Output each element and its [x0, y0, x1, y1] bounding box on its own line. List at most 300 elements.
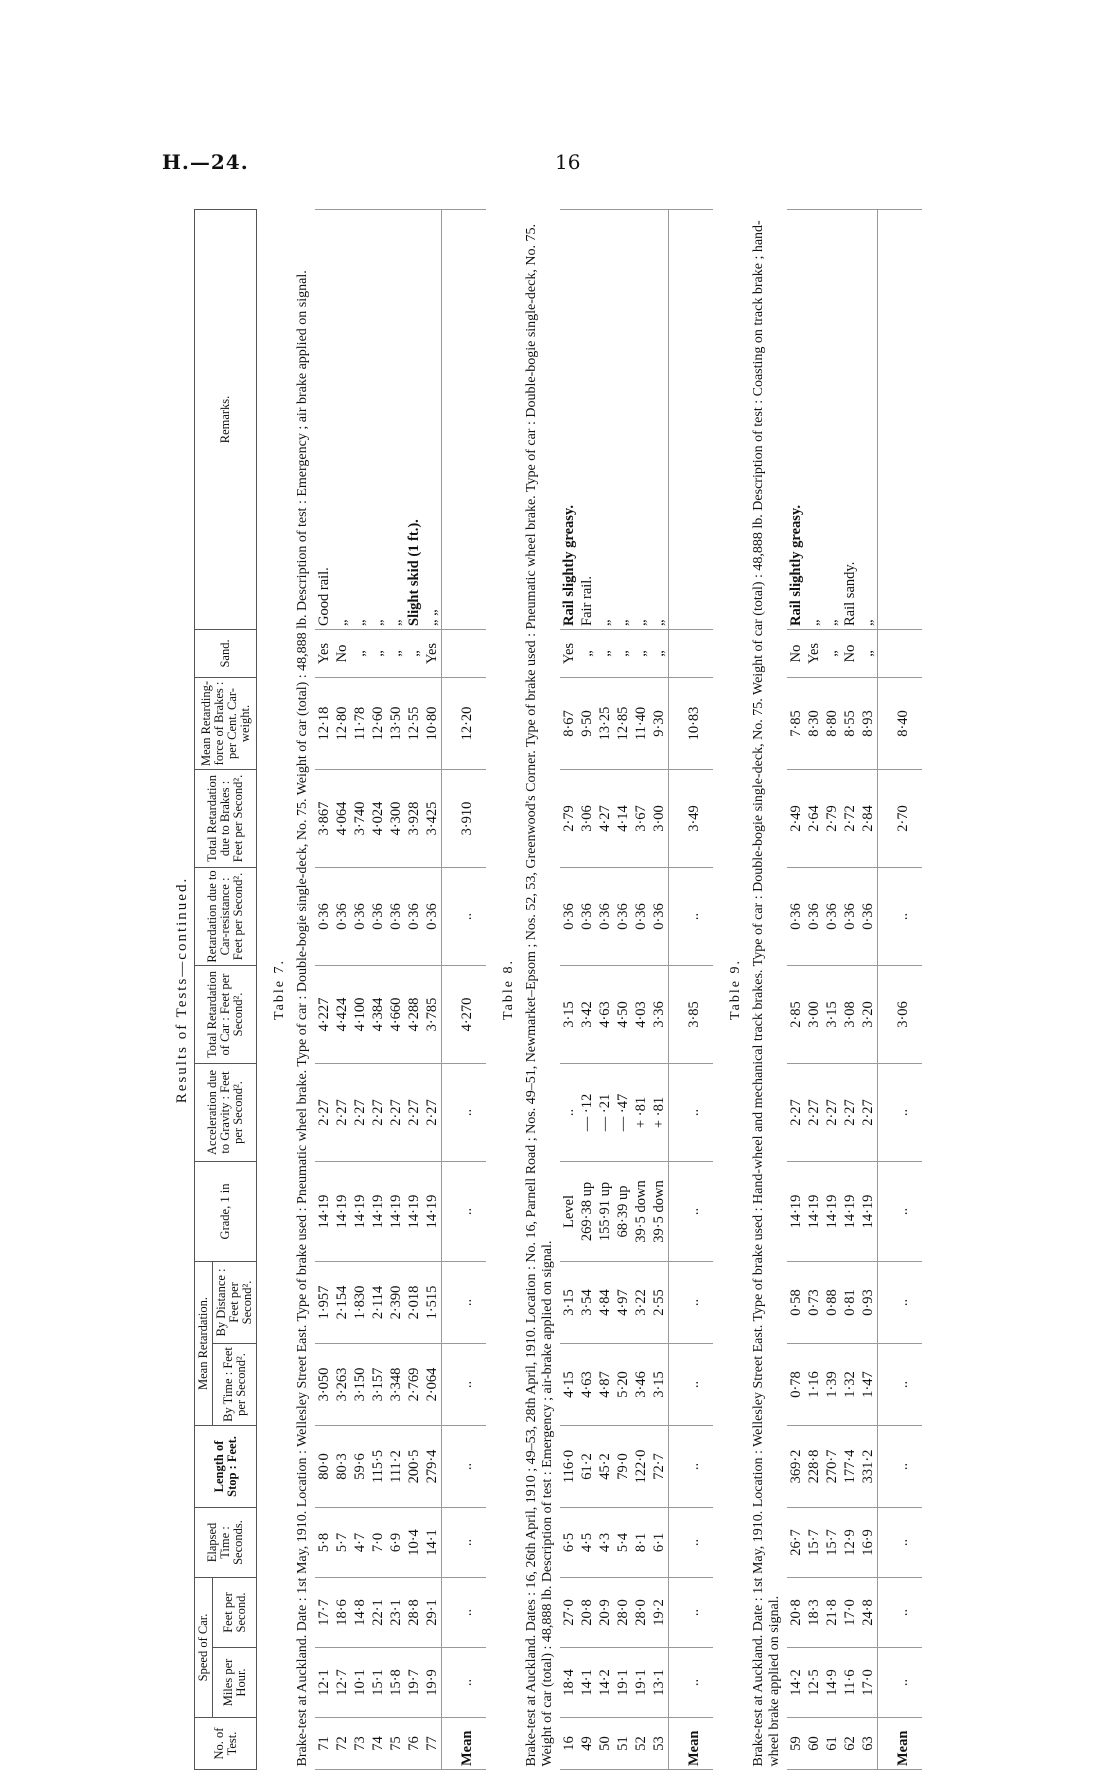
mean-cell: ..: [878, 1261, 923, 1343]
table-row: [405, 209, 423, 1769]
table-cell: 12·80: [333, 677, 351, 769]
table-cell: 2·27: [351, 1063, 369, 1161]
table-cell: „: [387, 629, 405, 677]
mean-cell: 12·20: [442, 677, 487, 769]
table-cell: 79·0: [614, 1425, 632, 1507]
table-description-row: [745, 209, 787, 1769]
table-cell: 3·157: [369, 1343, 387, 1425]
table-cell: 0·73: [805, 1261, 823, 1343]
table-cell: 14·8: [351, 1577, 369, 1647]
table-cell: — ·21: [596, 1063, 614, 1161]
table-cell: 13·50: [387, 677, 405, 769]
col-length-of-stop: Length of Stop : Feet.: [195, 1425, 257, 1507]
table-row: [578, 209, 596, 1769]
table-cell: No: [333, 629, 351, 677]
table-cell: 28·0: [614, 1577, 632, 1647]
table-cell: 4·064: [333, 769, 351, 867]
table-cell: 22·1: [369, 1577, 387, 1647]
table-cell: 0·88: [823, 1261, 841, 1343]
table-cell: 61·2: [578, 1425, 596, 1507]
table-cell: 11·40: [632, 677, 650, 769]
table-cell: 0·36: [632, 867, 650, 965]
mean-cell: ..: [669, 1343, 714, 1425]
document-code: H.—24.: [162, 150, 249, 174]
col-sand: Sand.: [195, 629, 257, 677]
mean-cell: [669, 629, 714, 677]
mean-cell: 3·49: [669, 769, 714, 867]
table-cell: 0·36: [333, 867, 351, 965]
mean-cell: ..: [669, 1063, 714, 1161]
table-cell: 14·2: [596, 1648, 614, 1718]
table-cell: 10·1: [351, 1648, 369, 1718]
table-cell: 14·1: [423, 1507, 442, 1577]
table-cell: 4·63: [596, 965, 614, 1063]
table-cell: 0·36: [351, 867, 369, 965]
table-row: [841, 209, 859, 1769]
table-cell: 4·100: [351, 965, 369, 1063]
table-cell: „ „: [423, 209, 442, 629]
mean-cell: ..: [669, 1648, 714, 1718]
table-cell: „: [369, 209, 387, 629]
table-cell: „: [805, 209, 823, 629]
table-cell: 16·9: [859, 1507, 878, 1577]
col-elapsed-time: Elapsed Time : Seconds.: [195, 1507, 257, 1577]
table-cell: 72: [333, 1718, 351, 1770]
table-cell: + ·81: [632, 1063, 650, 1161]
table-cell: 11·78: [351, 677, 369, 769]
table-cell: 14·9: [823, 1648, 841, 1718]
table-cell: „: [333, 209, 351, 629]
table-cell: Level: [560, 1161, 578, 1261]
table-cell: 20·9: [596, 1577, 614, 1647]
table-cell: 6·9: [387, 1507, 405, 1577]
table-cell: 0·36: [578, 867, 596, 965]
table-cell: 3·15: [560, 965, 578, 1063]
mean-cell: ..: [442, 1161, 487, 1261]
table-cell: 4·14: [614, 769, 632, 867]
table-title: Table 8.: [501, 959, 516, 1020]
table-cell: 7·85: [787, 677, 805, 769]
table-cell: Slight skid (1 ft.).: [405, 209, 423, 629]
table-cell: 1·957: [315, 1261, 333, 1343]
mean-cell: ..: [669, 1507, 714, 1577]
table-cell: 369·2: [787, 1425, 805, 1507]
table-cell: 14·19: [405, 1161, 423, 1261]
table-cell: Rail slightly greasy.: [787, 209, 805, 629]
table-cell: 4·424: [333, 965, 351, 1063]
table-description-row: [289, 209, 315, 1769]
table-cell: 12·7: [333, 1648, 351, 1718]
table-cell: 0·58: [787, 1261, 805, 1343]
table-cell: 20·8: [578, 1577, 596, 1647]
table-cell: 14·19: [315, 1161, 333, 1261]
table-cell: 3·785: [423, 965, 442, 1063]
table-cell: 28·8: [405, 1577, 423, 1647]
table-cell: 45·2: [596, 1425, 614, 1507]
table-cell: 13·25: [596, 677, 614, 769]
table-cell: 3·00: [650, 769, 669, 867]
table-cell: 0·36: [369, 867, 387, 965]
table-cell: 59·6: [351, 1425, 369, 1507]
table-title-row: [486, 209, 518, 1769]
table-cell: 2·064: [423, 1343, 442, 1425]
mean-cell: ..: [442, 1648, 487, 1718]
table-cell: „: [632, 629, 650, 677]
table-cell: 2·154: [333, 1261, 351, 1343]
table-cell: 26·7: [787, 1507, 805, 1577]
table-cell: 6·1: [650, 1507, 669, 1577]
table-row: [614, 209, 632, 1769]
table-cell: 68·39 up: [614, 1161, 632, 1261]
table-cell: 51: [614, 1718, 632, 1770]
table-cell: 2·27: [369, 1063, 387, 1161]
mean-row: [878, 209, 923, 1769]
table-description: Brake-test at Auckland. Dates : 16, 26th April, 1910 ; 49–53, 28th April, 1910. Location : No. 16, Parnell Road ; Nos. 49–51, Newmarket–Epsom ; Nos. 52, 53, Greenwood's Corner. Type of brake used : Pneumatic wheel brake. Type of car : Double-bogie single-deck, No. 75. Weight of car (total) : 48,888 lb. Description of test : Emergency ; air-brake applied on signal.: [524, 224, 555, 1767]
table-row: [859, 209, 878, 1769]
mean-cell: ..: [442, 867, 487, 965]
table-cell: 14·19: [369, 1161, 387, 1261]
table-cell: 2·27: [387, 1063, 405, 1161]
table-cell: „: [859, 209, 878, 629]
table-cell: 11·6: [841, 1648, 859, 1718]
table-cell: — ·47: [614, 1063, 632, 1161]
table-cell: 18·4: [560, 1648, 578, 1718]
mean-row: [442, 209, 487, 1769]
table-cell: 80·0: [315, 1425, 333, 1507]
col-miles-per-hour: Miles per Hour.: [213, 1648, 257, 1718]
table-cell: „: [405, 629, 423, 677]
table-cell: 39·5 down: [650, 1161, 669, 1261]
table-cell: 0·36: [650, 867, 669, 965]
table-title-row: [713, 209, 745, 1769]
col-by-time: By Time : Feet per Second².: [213, 1343, 257, 1425]
table-cell: 269·38 up: [578, 1161, 596, 1261]
table-row: [315, 209, 333, 1769]
table-cell: 0·36: [614, 867, 632, 965]
table-cell: 5·8: [315, 1507, 333, 1577]
table-cell: 0·36: [315, 867, 333, 965]
table-cell: 14·19: [423, 1161, 442, 1261]
table-cell: 39·5 down: [632, 1161, 650, 1261]
mean-cell: ..: [669, 867, 714, 965]
table-cell: 14·19: [387, 1161, 405, 1261]
table-cell: 2·27: [787, 1063, 805, 1161]
rotated-page-content: [166, 210, 956, 1770]
table-cell: 6·5: [560, 1507, 578, 1577]
table-cell: 3·867: [315, 769, 333, 867]
col-total-retardation-car: Total Retardation of Car : Feet per Second².: [195, 965, 257, 1063]
table-cell: 10·80: [423, 677, 442, 769]
table-body: [257, 209, 923, 1769]
mean-row: [669, 209, 714, 1769]
table-cell: 4·7: [351, 1507, 369, 1577]
table-cell: „: [578, 629, 596, 677]
table-cell: 15·7: [805, 1507, 823, 1577]
table-cell: 18·6: [333, 1577, 351, 1647]
table-cell: 3·54: [578, 1261, 596, 1343]
table-cell: 52: [632, 1718, 650, 1770]
table-cell: 8·93: [859, 677, 878, 769]
mean-cell: 10·83: [669, 677, 714, 769]
col-by-distance: By Distance : Feet per Second².: [213, 1261, 257, 1343]
table-cell: 12·55: [405, 677, 423, 769]
table-cell: 2·27: [859, 1063, 878, 1161]
table-cell: 3·740: [351, 769, 369, 867]
table-cell: 8·80: [823, 677, 841, 769]
table-cell: Yes: [315, 629, 333, 677]
table-cell: 12·60: [369, 677, 387, 769]
table-cell: 270·7: [823, 1425, 841, 1507]
table-cell: 331·2: [859, 1425, 878, 1507]
table-cell: „: [351, 629, 369, 677]
mean-cell: ..: [442, 1577, 487, 1647]
mean-cell: [442, 209, 487, 629]
table-cell: 111·2: [387, 1425, 405, 1507]
table-cell: 14·19: [351, 1161, 369, 1261]
mean-cell: ..: [878, 867, 923, 965]
table-cell: 3·42: [578, 965, 596, 1063]
table-cell: 2·72: [841, 769, 859, 867]
table-cell: „: [823, 209, 841, 629]
col-grade: Grade, 1 in: [195, 1161, 257, 1261]
table-cell: „: [387, 209, 405, 629]
table-cell: 19·9: [423, 1648, 442, 1718]
table-cell: 12·5: [805, 1648, 823, 1718]
table-cell: + ·81: [650, 1063, 669, 1161]
table-cell: 59: [787, 1718, 805, 1770]
table-cell: 1·39: [823, 1343, 841, 1425]
table-description: Brake-test at Auckland. Date : 1st May, 1910. Location : Wellesley Street East. Type of brake used : Pneumatic wheel brake. Type of car : Double-bogie single-deck, No. 75. Weight of car (total) : 48,888 lb. Description of test : Emergency ; air brake applied on signal.: [295, 270, 310, 1767]
table-cell: Rail sandy.: [841, 209, 859, 629]
table-cell: 14·19: [805, 1161, 823, 1261]
table-cell: 14·19: [333, 1161, 351, 1261]
table-cell: 228·8: [805, 1425, 823, 1507]
mean-cell: ..: [442, 1063, 487, 1161]
table-cell: 62: [841, 1718, 859, 1770]
mean-label: Mean: [442, 1718, 487, 1770]
table-cell: 4·84: [596, 1261, 614, 1343]
table-cell: 2·49: [787, 769, 805, 867]
table-description: Brake-test at Auckland. Date : 1st May, 1910. Location : Wellesley Street East. Type of brake used : Hand-wheel and mechanical track brakes. Type of car : Double-bogie single-deck, No. 75. Weight of car (total) : 48,888 lb. Description of test : Coasting on track brake ; hand-wheel brake applied on signal.: [751, 220, 782, 1767]
table-cell: „: [369, 629, 387, 677]
table-cell: 4·03: [632, 965, 650, 1063]
mean-cell: 3·910: [442, 769, 487, 867]
table-cell: Fair rail.: [578, 209, 596, 629]
table-cell: 18·3: [805, 1577, 823, 1647]
table-cell: 14·19: [787, 1161, 805, 1261]
table-cell: 60: [805, 1718, 823, 1770]
table-row: [787, 209, 805, 1769]
mean-cell: ..: [669, 1577, 714, 1647]
table-cell: 73: [351, 1718, 369, 1770]
table-cell: 10·4: [405, 1507, 423, 1577]
table-row: [351, 209, 369, 1769]
mean-cell: ..: [878, 1343, 923, 1425]
table-cell: 116·0: [560, 1425, 578, 1507]
table-cell: 1·515: [423, 1261, 442, 1343]
col-speed-of-car: Speed of Car.: [195, 1577, 213, 1717]
table-cell: 14·2: [787, 1648, 805, 1718]
table-cell: 5·4: [614, 1507, 632, 1577]
table-row: [387, 209, 405, 1769]
table-cell: 4·660: [387, 965, 405, 1063]
table-cell: 17·0: [859, 1648, 878, 1718]
table-cell: 2·84: [859, 769, 878, 867]
table-cell: Yes: [805, 629, 823, 677]
table-cell: 4·300: [387, 769, 405, 867]
mean-cell: ..: [878, 1161, 923, 1261]
table-cell: 14·19: [823, 1161, 841, 1261]
table-cell: No: [787, 629, 805, 677]
table-cell: 77: [423, 1718, 442, 1770]
table-cell: 0·36: [423, 867, 442, 965]
mean-label: Mean: [878, 1718, 923, 1770]
table-cell: 2·79: [560, 769, 578, 867]
table-cell: 9·50: [578, 677, 596, 769]
table-cell: 3·15: [650, 1343, 669, 1425]
table-cell: 16: [560, 1718, 578, 1770]
table-cell: 15·1: [369, 1648, 387, 1718]
table-cell: 3·00: [805, 965, 823, 1063]
mean-cell: 3·85: [669, 965, 714, 1063]
mean-cell: ..: [878, 1507, 923, 1577]
table-cell: 1·32: [841, 1343, 859, 1425]
table-cell: 3·150: [351, 1343, 369, 1425]
table-cell: 15·8: [387, 1648, 405, 1718]
table-cell: 61: [823, 1718, 841, 1770]
table-cell: 49: [578, 1718, 596, 1770]
table-cell: 5·20: [614, 1343, 632, 1425]
table-cell: 115·5: [369, 1425, 387, 1507]
mean-cell: ..: [878, 1063, 923, 1161]
table-cell: 2·769: [405, 1343, 423, 1425]
table-cell: 4·384: [369, 965, 387, 1063]
table-row: [596, 209, 614, 1769]
table-cell: 14·19: [841, 1161, 859, 1261]
table-cell: 4·97: [614, 1261, 632, 1343]
table-cell: 3·08: [841, 965, 859, 1063]
mean-cell: ..: [669, 1161, 714, 1261]
mean-cell: [878, 209, 923, 629]
mean-cell: ..: [442, 1425, 487, 1507]
table-cell: 72·7: [650, 1425, 669, 1507]
table-cell: 2·27: [423, 1063, 442, 1161]
table-cell: ..: [560, 1063, 578, 1161]
table-cell: 4·27: [596, 769, 614, 867]
table-cell: 3·263: [333, 1343, 351, 1425]
page-caption: Results of Tests—continued.: [174, 876, 190, 1104]
table-cell: 3·20: [859, 965, 878, 1063]
table-cell: 3·06: [578, 769, 596, 867]
table-row: [805, 209, 823, 1769]
mean-cell: ..: [878, 1648, 923, 1718]
results-table: [194, 209, 922, 1770]
table-cell: 3·67: [632, 769, 650, 867]
table-row: [560, 209, 578, 1769]
table-header: [195, 209, 257, 1769]
table-cell: 2·79: [823, 769, 841, 867]
mean-cell: ..: [442, 1507, 487, 1577]
table-cell: 1·16: [805, 1343, 823, 1425]
table-cell: 53: [650, 1718, 669, 1770]
table-cell: „: [859, 629, 878, 677]
table-cell: „: [614, 209, 632, 629]
table-cell: 17·0: [841, 1577, 859, 1647]
col-mean-retarding-force: Mean Retarding-force of Brakes : per Cent. Car-weight.: [195, 677, 257, 769]
table-cell: 0·36: [596, 867, 614, 965]
table-cell: 4·15: [560, 1343, 578, 1425]
table-cell: 8·1: [632, 1507, 650, 1577]
mean-cell: ..: [669, 1261, 714, 1343]
table-cell: 0·81: [841, 1261, 859, 1343]
table-cell: 0·36: [387, 867, 405, 965]
table-cell: No: [841, 629, 859, 677]
table-cell: 1·47: [859, 1343, 878, 1425]
mean-cell: 4·270: [442, 965, 487, 1063]
table-cell: „: [632, 209, 650, 629]
table-cell: 80·3: [333, 1425, 351, 1507]
table-cell: 19·2: [650, 1577, 669, 1647]
table-cell: 19·1: [632, 1648, 650, 1718]
table-cell: 15·7: [823, 1507, 841, 1577]
table-cell: 3·425: [423, 769, 442, 867]
table-cell: 2·27: [805, 1063, 823, 1161]
col-feet-per-second: Feet per Second.: [213, 1577, 257, 1647]
table-cell: 155·91 up: [596, 1161, 614, 1261]
table-cell: 3·46: [632, 1343, 650, 1425]
mean-label: Mean: [669, 1718, 714, 1770]
table-cell: Yes: [423, 629, 442, 677]
table-cell: 3·050: [315, 1343, 333, 1425]
table-row: [369, 209, 387, 1769]
table-cell: 4·024: [369, 769, 387, 867]
table-cell: 4·227: [315, 965, 333, 1063]
table-cell: 12·18: [315, 677, 333, 769]
mean-cell: 2·70: [878, 769, 923, 867]
table-cell: 4·3: [596, 1507, 614, 1577]
table-cell: 4·63: [578, 1343, 596, 1425]
table-row: [333, 209, 351, 1769]
table-cell: 2·27: [315, 1063, 333, 1161]
table-description-row: [518, 209, 560, 1769]
table-cell: 2·27: [841, 1063, 859, 1161]
table-cell: 0·36: [805, 867, 823, 965]
table-cell: 21·8: [823, 1577, 841, 1647]
mean-cell: ..: [878, 1425, 923, 1507]
table-cell: Good rail.: [315, 209, 333, 629]
table-cell: 2·27: [823, 1063, 841, 1161]
table-cell: 2·64: [805, 769, 823, 867]
table-cell: 3·15: [823, 965, 841, 1063]
table-cell: 8·55: [841, 677, 859, 769]
table-title: Table 9.: [728, 959, 743, 1020]
table-cell: 4·87: [596, 1343, 614, 1425]
table-cell: 12·1: [315, 1648, 333, 1718]
page-number: 16: [555, 150, 581, 174]
mean-cell: [442, 629, 487, 677]
table-cell: 0·36: [405, 867, 423, 965]
table-cell: 3·928: [405, 769, 423, 867]
table-cell: 8·30: [805, 677, 823, 769]
mean-cell: ..: [669, 1425, 714, 1507]
table-cell: 23·1: [387, 1577, 405, 1647]
table-cell: 14·19: [859, 1161, 878, 1261]
table-cell: — ·12: [578, 1063, 596, 1161]
table-cell: 8·67: [560, 677, 578, 769]
table-cell: 19·1: [614, 1648, 632, 1718]
table-row: [423, 209, 442, 1769]
table-cell: 76: [405, 1718, 423, 1770]
